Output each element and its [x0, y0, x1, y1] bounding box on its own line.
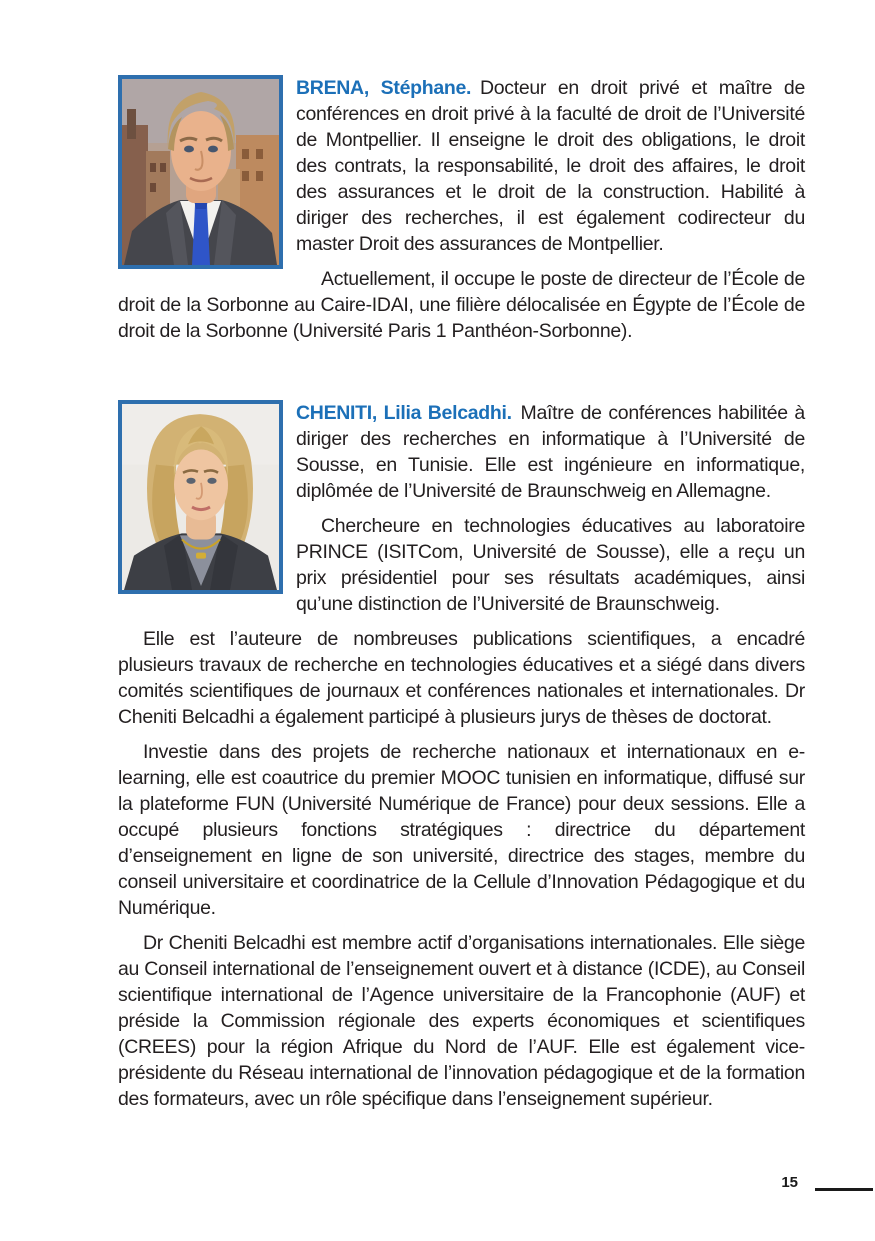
bio-section-cheniti [118, 400, 805, 1121]
author-name-brena: BRENA, Stéphane. [296, 77, 472, 99]
portrait-photo-cheniti [118, 400, 283, 594]
bio-section-brena [118, 75, 805, 353]
page-footer [0, 1172, 875, 1202]
portrait-photo-brena [118, 75, 283, 269]
portrait-woman-illustration [122, 404, 279, 590]
bio-paragraph: Investie dans des projets de recherche nationaux et internationaux en e-learning, elle est coautrice du premier MOOC tunisien en informatique, diffusé sur la plateforme FUN (Université Numérique de France) pour deux sessions. Elle a occupé plusieurs fonctions stratégiques : directrice du département d’enseignement en ligne de son université, directrice des stages, membre du conseil universitaire et coordinatrice de la Cellule d’Innovation Pédagogique et du Numérique. [118, 741, 805, 919]
bio-paragraph: Actuellement, il occupe le poste de directeur de l’École de droit de la Sorbonne au Caire-IDAI, une filière délocalisée en Égypte de l’École de droit de la Sorbonne (Université Paris 1 Panthéon-Sorbonne). [118, 268, 805, 342]
bio-paragraph: Chercheure en technologies éducatives au laboratoire PRINCE (ISITCom, Université de Sousse), elle a reçu un prix présidentiel pour ses résultats académiques, ainsi qu’une distinction de l’Université de Braunschweig. [296, 515, 805, 615]
author-name-cheniti: CHENITI, Lilia Belcadhi. [296, 402, 512, 424]
bio-paragraph: Elle est l’auteure de nombreuses publications scientifiques, a encadré plusieurs travaux de recherche en technologies éducatives et a siégé dans divers comités scientifiques de journaux et conférences nationales et internationales. Dr Cheniti Belcadhi a également participé à plusieurs jurys de thèses de doctorat. [118, 628, 805, 728]
portrait-man-illustration [122, 79, 279, 265]
bio-lead-text: Maître de conférences habilitée à diriger des recherches en informatique à l’Université de Sousse, en Tunisie. Elle est ingénieure en informatique, diplômée de l’Université de Braunschweig en Allemagne. [296, 402, 805, 502]
page-number: 15 [781, 1174, 798, 1191]
bio-paragraph: Dr Cheniti Belcadhi est membre actif d’organisations internationales. Elle siège au Conseil international de l’enseignement ouvert et à distance (ICDE), au Conseil scientifique international de l’Agence universitaire de la Francophonie (AUF) et préside la Commission régionale des experts économiques et scientifiques (CREES) pour la région Afrique du Nord de l’AUF. Elle est également vice-présidente du Réseau international de l’innovation pédagogique et de la formation des formateurs, avec un rôle spécifique dans l’enseignement supérieur. [118, 932, 805, 1110]
bio-lead-text: Docteur en droit privé et maître de conférences en droit privé à la faculté de droit de l’Université de Montpellier. Il enseigne le droit des obligations, le droit des contrats, la responsabilité, le droit des affaires, le droit des assurances et le droit de la construction. Habilité à diriger des recherches, il est également codirecteur du master Droit des assurances de Montpellier. [296, 77, 805, 255]
footer-rule [815, 1188, 873, 1191]
page-content [118, 75, 805, 1121]
